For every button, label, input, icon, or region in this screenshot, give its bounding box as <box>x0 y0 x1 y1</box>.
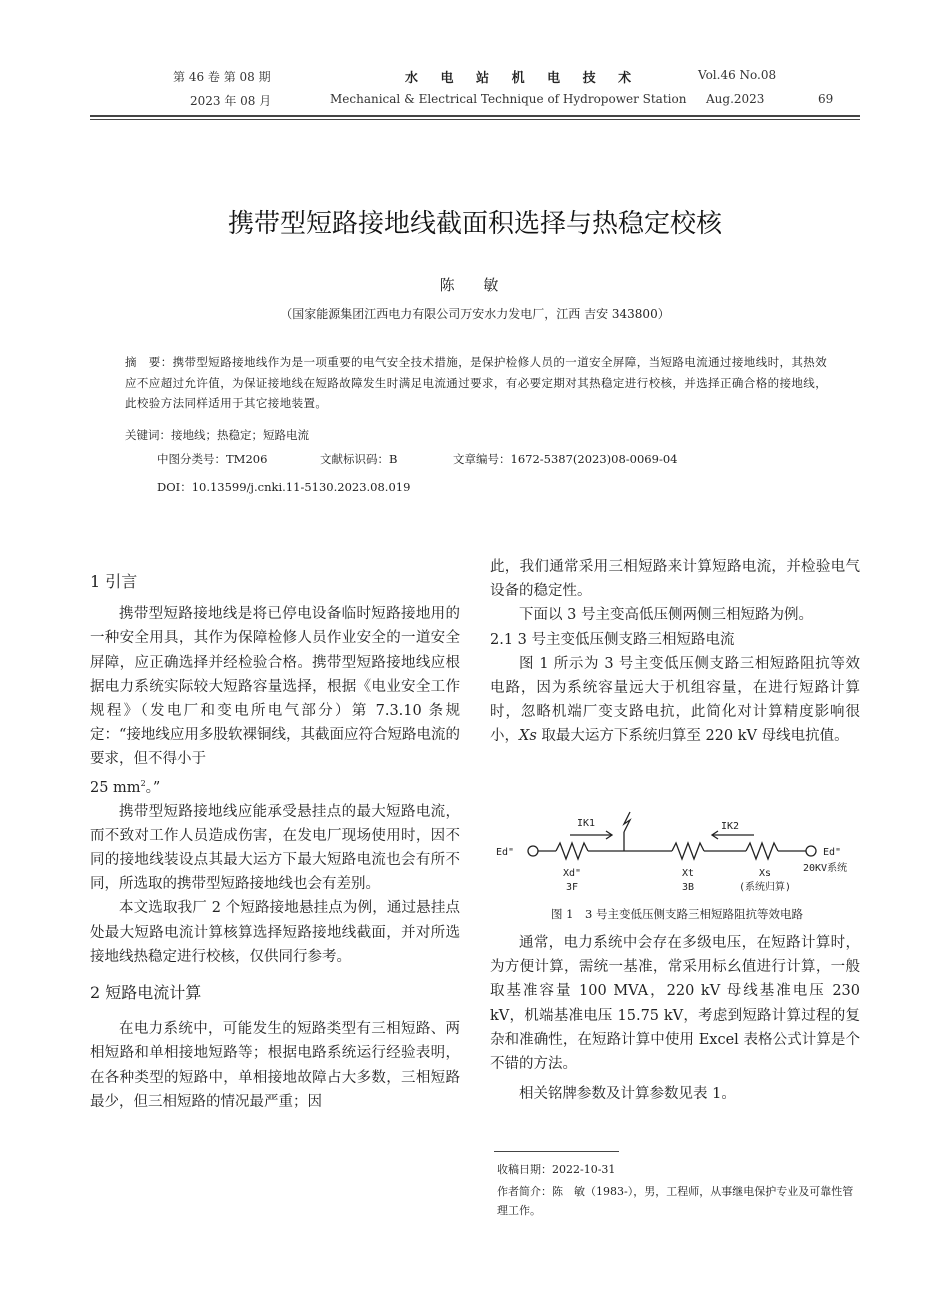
label-ik2: IK2 <box>721 821 740 832</box>
paragraph-continuation <box>90 772 460 800</box>
footnote-received: 收稿日期：2022-10-31 <box>497 1163 616 1176</box>
source-left-icon <box>528 846 538 856</box>
variable-xs: Xs <box>519 728 537 745</box>
header-rule-thick <box>90 115 860 117</box>
page-number: 69 <box>818 92 834 106</box>
section-2-1-heading: 2.1 3 号主变低压侧支路三相短路电流 <box>490 631 735 648</box>
label-xs-sub: (系统归算) <box>739 882 792 893</box>
resistor-xt-icon <box>672 843 704 859</box>
paragraph-text: 25 mm <box>90 779 141 796</box>
label-xt: Xt <box>682 868 695 879</box>
paragraph: 通常，电力系统中会存在多级电压，在短路计算时，为方便计算，需统一基准，常采用标幺值进行计算，一般取基准容量 100 MVA，220 kV 母线基准电压 230 kV，机端基准电压 15.75 kV，考虑到短路计算过程的复杂和准确性，在短路计算中使用 Excel 表格公式计算是个不错的方法。 <box>490 935 860 1073</box>
label-ik1: IK1 <box>577 818 596 829</box>
paragraph <box>90 602 460 771</box>
paragraph-text: 。” <box>145 779 161 796</box>
paragraph: 携带型短路接地线应能承受悬挂点的最大短路电流，而不致对工作人员造成伤害，在发电厂现场使用时，因不同的接地线装设点其最大运方下最大短路电流也会有所不同，所选取的携带型短路接地线也会有差别。 <box>90 803 460 893</box>
keywords <box>125 427 309 443</box>
clc-number: 中图分类号：TM206 <box>157 452 268 466</box>
section-1-heading: 1 引言 <box>90 572 138 591</box>
resistor-xs-icon <box>746 843 778 859</box>
paragraph-continuation: 此，我们通常采用三相短路来计算短路电流，并检验电气设备的稳定性。 <box>490 559 860 600</box>
left-column <box>90 570 460 1114</box>
right-column <box>490 555 860 749</box>
paragraph: 在电力系统中，可能发生的短路类型有三相短路、两相短路和单相接地短路等；根据电路系统运行经验表明，在各种类型的短路中，单相接地故障占大多数，三相短路最少，但三相短路的情况最严重；因 <box>90 1021 460 1110</box>
figure-1-circuit <box>494 810 864 902</box>
affiliation: （国家能源集团江西电力有限公司万安水力发电厂，江西 吉安 343800） <box>280 307 670 321</box>
source-right-icon <box>806 846 816 856</box>
label-ed-right: Ed" <box>823 847 842 858</box>
label-xd: Xd" <box>563 868 582 879</box>
label-xs: Xs <box>759 868 772 879</box>
author: 陈 敏 <box>439 276 511 294</box>
keywords-label: 关键词： <box>125 428 171 442</box>
paragraph: 本文选取我厂 2 个短路接地悬挂点为例，通过悬挂点处最大短路电流计算核算选择短路接地线截面，并对所选接地线热稳定进行校核，仅供同行参考。 <box>90 900 460 965</box>
doi: DOI：10.13599/j.cnki.11-5130.2023.08.019 <box>157 480 411 494</box>
article-number: 文章编号：1672-5387(2023)08-0069-04 <box>453 452 678 466</box>
abstract-label: 摘 要： <box>125 355 173 369</box>
header-rule-thin <box>90 119 860 120</box>
journal-title-cn: 水 电 站 机 电 技 术 <box>405 71 641 86</box>
label-ed-left: Ed" <box>496 847 515 858</box>
footnote-rule <box>494 1151 619 1152</box>
paragraph <box>490 652 860 749</box>
header-volume-en: Vol.46 No.08 <box>698 68 777 82</box>
header-volume: 第 46 卷 第 08 期 <box>173 70 271 84</box>
label-xt-sub: 3B <box>682 882 695 893</box>
right-column-lower <box>490 931 860 1106</box>
section-2-heading: 2 短路电流计算 <box>90 983 202 1003</box>
document-code: 文献标识码：B <box>320 452 398 466</box>
superscript: 2 <box>140 778 146 788</box>
paper-title: 携带型短路接地线截面积选择与热稳定校核 <box>227 209 722 239</box>
paragraph-text: 取最大运方下系统归算至 220 kV 母线电抗值。 <box>536 728 849 745</box>
fault-lightning-icon <box>624 812 630 832</box>
paragraph: 相关铭牌参数及计算参数见表 1。 <box>519 1086 736 1103</box>
paragraph-text: 携带型短路接地线是将已停电设备临时短路接地用的一种安全用具，其作为保障检修人员作业安全的一道安全屏障，应正确选择并经检验合格。携带型短路接地线应根据电力系统实际较大短路容量选择，根据《电业安全工作规程》（发电厂和变电所电气部分）第 7.3.10 条规定：“接地线应用多股软裸铜线，其截面应符合短路电流的要求，但不得小于 <box>90 606 460 768</box>
header-date: 2023 年 08 月 <box>190 94 272 108</box>
figure-1-caption: 图 1 3 号主变低压侧支路三相短路阻抗等效电路 <box>551 907 803 921</box>
resistor-xd-icon <box>556 843 588 859</box>
journal-title-en: Mechanical & Electrical Technique of Hydropower Station <box>330 92 687 106</box>
abstract-text: 携带型短路接地线作为是一项重要的电气安全技术措施，是保护检修人员的一道安全屏障，当短路电流通过接地线时，其热效应不应超过允许值，为保证接地线在短路故障发生时满足电流通过要求，有必要定期对其热稳定进行校核，并选择正确合格的接地线，此校验方法同样适用于其它接地装置。 <box>125 355 828 410</box>
paragraph-text: 图 1 所示为 3 号主变低压侧支路三相短路阻抗等效电路，因为系统容量远大于机组容量，在进行短路计算时，忽略机端厂变支路电抗，此简化对计算精度影响很小， <box>490 655 860 745</box>
label-system: 20KV系统 <box>803 863 848 874</box>
footnote-author-bio: 作者简介：陈 敏（1983-），男，工程师，从事继电保护专业及可靠性管理工作。 <box>497 1185 854 1217</box>
paragraph: 下面以 3 号主变高低压侧两侧三相短路为例。 <box>519 607 813 624</box>
keywords-text: 接地线；热稳定；短路电流 <box>171 428 309 442</box>
abstract <box>125 352 830 414</box>
header-date-en: Aug.2023 <box>706 92 765 106</box>
label-xd-sub: 3F <box>566 882 579 893</box>
